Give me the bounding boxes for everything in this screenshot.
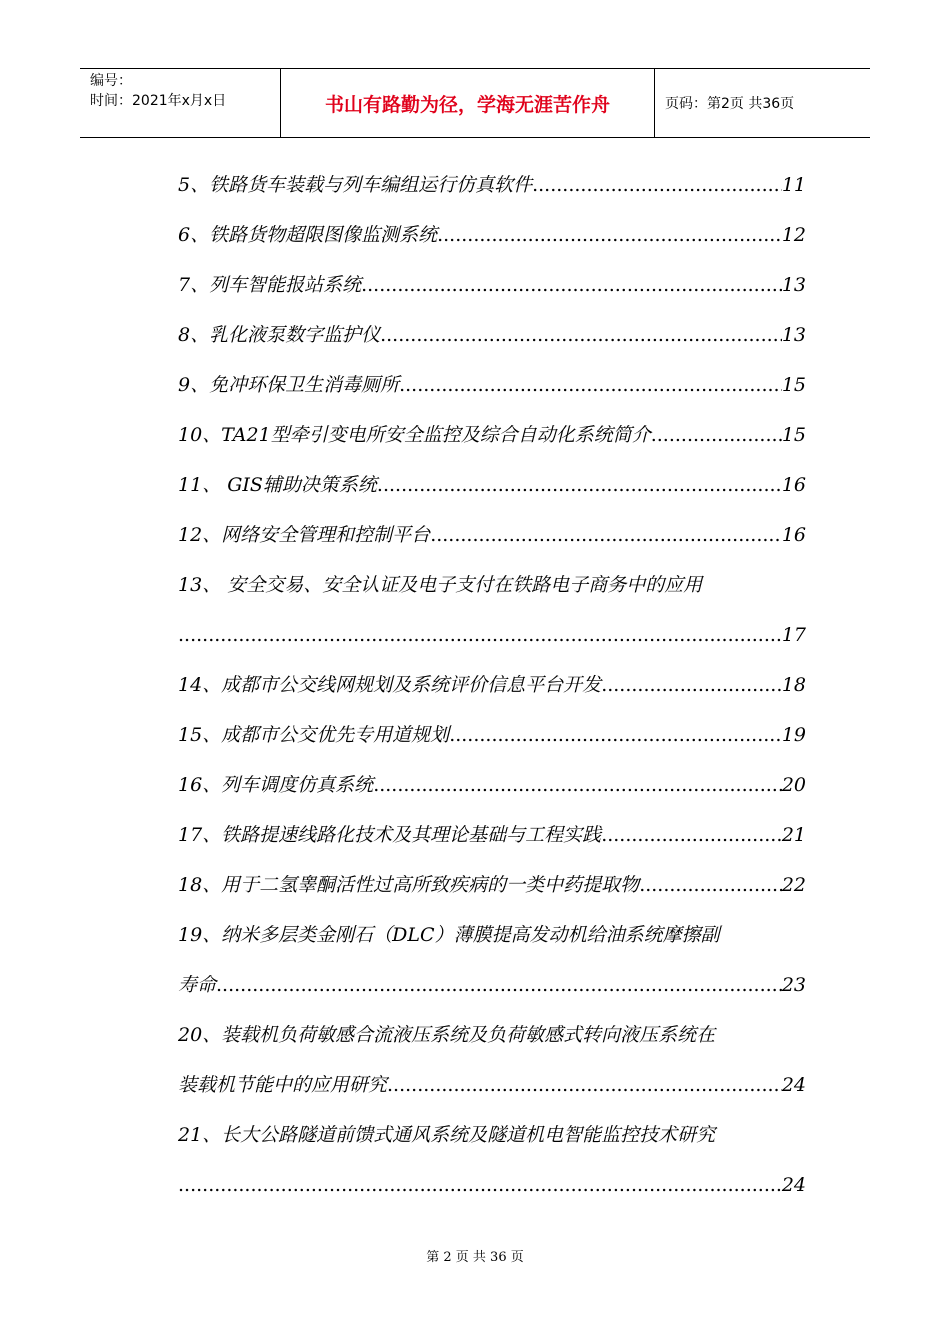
toc-entry[interactable]	[178, 160, 806, 210]
toc-dot-leader	[651, 410, 782, 460]
toc-entry[interactable]	[178, 710, 806, 760]
toc-entry-page-number: 20	[781, 774, 806, 796]
toc-entry-page-number: 16	[781, 524, 806, 546]
toc-dot-leader	[216, 960, 782, 1010]
header-meta	[80, 69, 281, 137]
toc-entry-title: 装载机节能中的应用研究	[178, 1074, 388, 1096]
toc-entry-page-number: 23	[781, 974, 806, 996]
toc-entry-title: 9、免冲环保卫生消毒厕所	[178, 374, 400, 396]
toc-entry-title: 15、成都市公交优先专用道规划	[178, 724, 450, 746]
toc-entry-page-number: 16	[781, 474, 806, 496]
toc-dot-leader	[449, 710, 782, 760]
toc-entry[interactable]	[178, 660, 806, 710]
toc-dot-leader	[430, 510, 782, 560]
toc-entry-title: 17、铁路提速线路化技术及其理论基础与工程实践	[178, 824, 602, 846]
toc-entry[interactable]	[178, 810, 806, 860]
toc-entry[interactable]	[178, 410, 806, 460]
toc-entry-page-number: 11	[781, 174, 806, 196]
toc-dot-leader	[387, 1060, 782, 1110]
toc-dot-leader	[601, 810, 782, 860]
toc-entry[interactable]	[178, 260, 806, 310]
toc-entry[interactable]	[178, 860, 806, 910]
page-header	[80, 68, 870, 138]
toc-entry[interactable]	[178, 1110, 806, 1160]
toc-entry[interactable]	[178, 1010, 806, 1060]
toc-entry-page-number: 12	[781, 224, 806, 246]
toc-entry[interactable]	[178, 510, 806, 560]
toc-entry-page-number: 19	[781, 724, 806, 746]
header-motto: 书山有路勤为径，学海无涯苦作舟	[281, 69, 655, 137]
header-page-info: 页码：第2页 共36页	[665, 96, 795, 112]
toc-entry-title: 8、乳化液泵数字监护仪	[178, 324, 381, 346]
toc-entry-title: 5、铁路货车装载与列车编组运行仿真软件	[178, 174, 533, 196]
number-label: 编号：	[90, 73, 132, 89]
toc-dot-leader	[361, 260, 782, 310]
toc-dot-leader	[373, 760, 782, 810]
toc-entry-title: 20、装载机负荷敏感合流液压系统及负荷敏感式转向液压系统在	[178, 1024, 716, 1046]
toc-entry[interactable]	[178, 760, 806, 810]
toc-entry-title: 16、列车调度仿真系统	[178, 774, 374, 796]
toc-entry[interactable]	[178, 210, 806, 260]
toc-entry-title: 12、网络安全管理和控制平台	[178, 524, 431, 546]
toc-entry[interactable]	[178, 460, 806, 510]
toc-dot-leader	[399, 360, 782, 410]
toc-dot-leader	[601, 660, 782, 710]
toc-entry[interactable]	[178, 1160, 806, 1210]
toc-entry-title: 14、成都市公交线网规划及系统评价信息平台开发	[178, 674, 602, 696]
toc-entry-title: 6、铁路货物超限图像监测系统	[178, 224, 438, 246]
toc-entry[interactable]	[178, 960, 806, 1010]
toc-dot-leader	[178, 610, 782, 660]
toc-entry-page-number: 15	[781, 374, 806, 396]
page-footer: 第 2 页 共 36 页	[426, 1250, 524, 1265]
toc-entry-title: 13、 安全交易、安全认证及电子支付在铁路电子商务中的应用	[178, 574, 703, 596]
toc-dot-leader	[178, 1160, 782, 1210]
toc-entry-page-number: 13	[781, 324, 806, 346]
toc-entry-page-number: 18	[781, 674, 806, 696]
toc-dot-leader	[639, 860, 782, 910]
toc-dot-leader	[377, 460, 782, 510]
toc-entry-page-number: 21	[781, 824, 806, 846]
time-label: 时间：2021年x月x日	[90, 93, 227, 109]
toc-entry-title: 21、长大公路隧道前馈式通风系统及隧道机电智能监控技术研究	[178, 1124, 716, 1146]
toc-entry-page-number: 24	[781, 1174, 806, 1196]
toc-dot-leader	[532, 160, 782, 210]
toc-dot-leader	[437, 210, 782, 260]
toc-entry[interactable]	[178, 1060, 806, 1110]
toc-entry-page-number: 17	[781, 624, 806, 646]
table-of-contents	[178, 160, 806, 1210]
toc-entry-page-number: 13	[781, 274, 806, 296]
toc-entry-title: 寿命	[178, 974, 217, 996]
toc-dot-leader	[380, 310, 782, 360]
toc-entry-title: 10、TA21型牵引变电所安全监控及综合自动化系统简介	[178, 424, 651, 446]
toc-entry[interactable]	[178, 560, 806, 610]
toc-entry-title: 7、列车智能报站系统	[178, 274, 362, 296]
toc-entry-title: 19、纳米多层类金刚石（DLC）薄膜提高发动机给油系统摩擦副	[178, 924, 720, 946]
toc-entry[interactable]	[178, 910, 806, 960]
toc-entry[interactable]	[178, 310, 806, 360]
toc-entry-title: 18、用于二氢睾酮活性过高所致疾病的一类中药提取物	[178, 874, 640, 896]
toc-entry[interactable]	[178, 360, 806, 410]
toc-entry-page-number: 24	[781, 1074, 806, 1096]
toc-entry-page-number: 15	[781, 424, 806, 446]
toc-entry-page-number: 22	[781, 874, 806, 896]
toc-entry[interactable]	[178, 610, 806, 660]
toc-entry-title: 11、 GIS辅助决策系统	[178, 474, 377, 496]
